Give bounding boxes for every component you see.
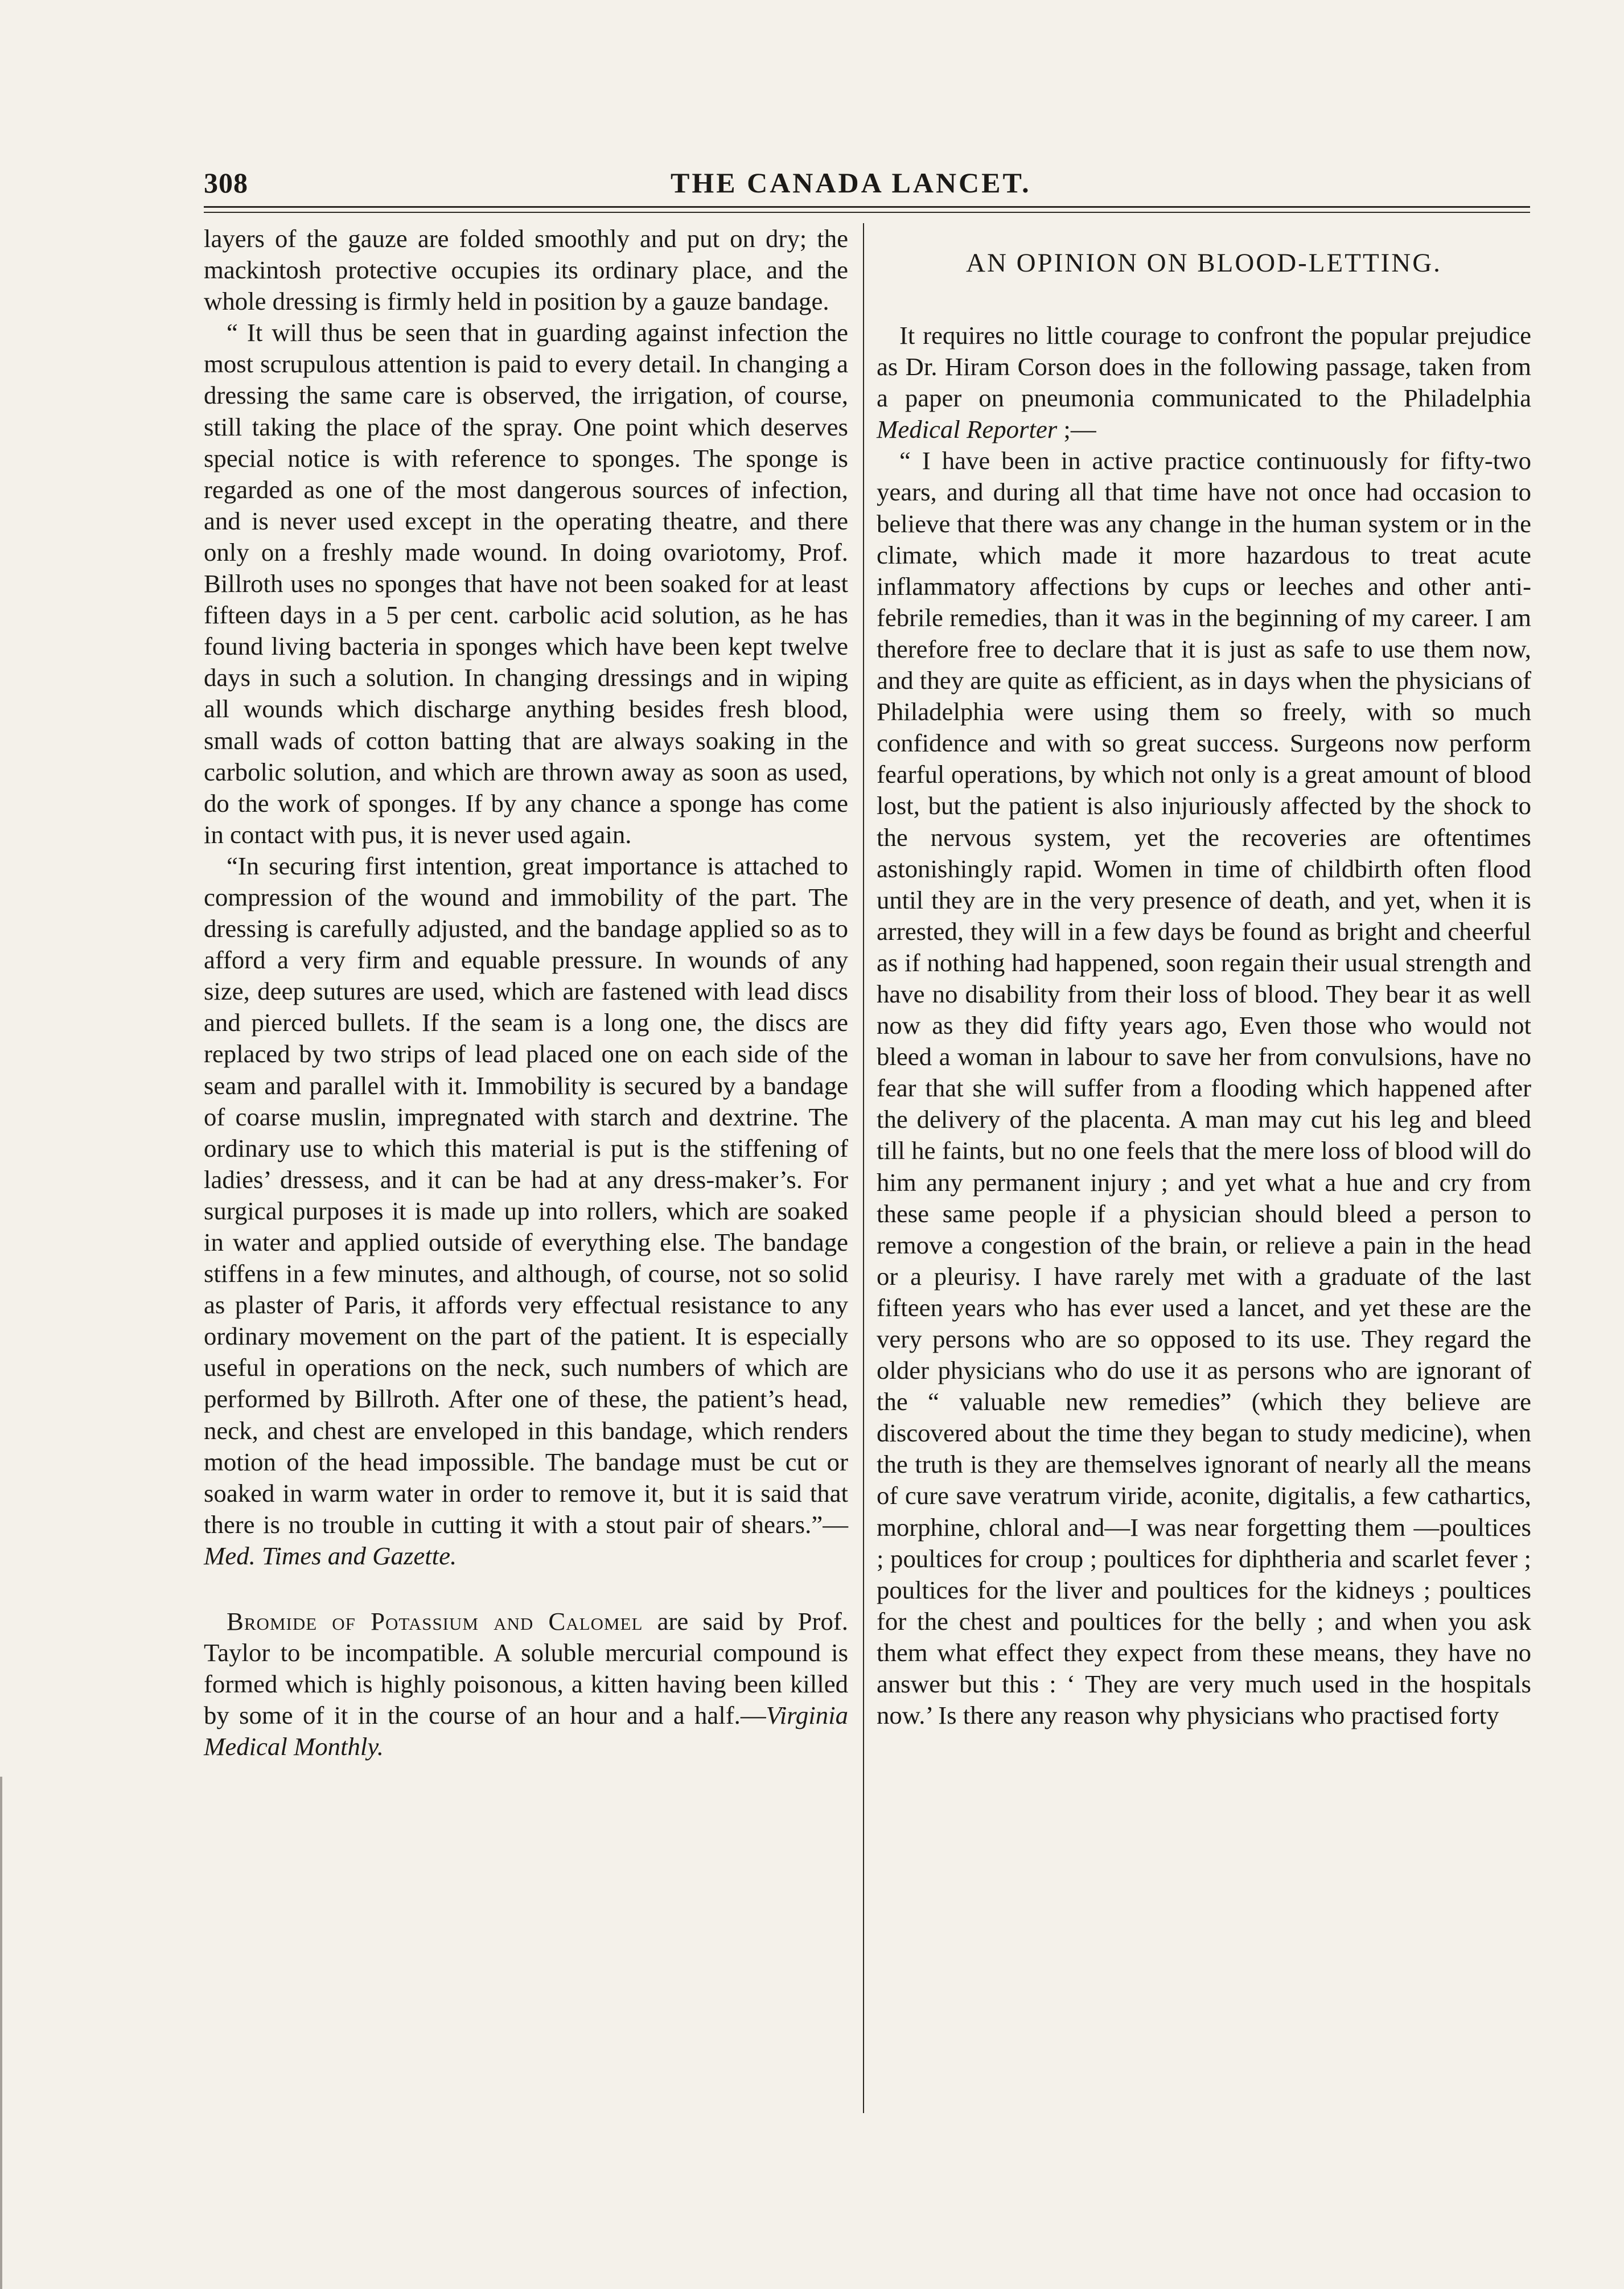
bromide-paragraph <box>204 1606 848 1762</box>
left-paragraph-1: layers of the gauze are folded smoothly and put on dry; the mackintosh protective occupies its ordinary place, and the whole dressing is firmly held in position by a gauze bandage. <box>204 224 848 316</box>
section-gap <box>204 1572 848 1606</box>
right-column <box>877 223 1531 1731</box>
left-paragraph-3 <box>204 850 848 1572</box>
bromide-source: Virginia Medical Monthly. <box>204 1701 848 1761</box>
right-paragraph-2: “ I have been in active practice continuously for fifty-two years, and during all that time have not once had occasion to believe that there was any change in the human system or in the climate, which made it more hazardous to treat acute inflammatory affections by cups or leeches and other anti-febrile remedies, than it was in the beginning of my career. I am therefore free to declare that it is just as safe to use them now, and they are quite as efficient, as in days when the physicians of Philadelphia were using them so freely, with so much confidence and with so great success. Surgeons now perform fearful operations, by which not only is a great amount of blood lost, but the patient is also injuriously affected by the shock to the nervous system, yet the recoveries are oftentimes astonishingly rapid. Women in time of childbirth often flood until they are in the very presence of death, and yet, when it is arrested, they will in a few days be found as bright and cheerful as if nothing had happened, soon regain their usual strength and have no disability from their loss of blood. They bear it as well now as they did fifty years ago, Even those who would not bleed a woman in labour to save her from convulsions, have no fear that she will suffer from a flooding which happened after the delivery of the placenta. A man may cut his leg and bleed till he faints, but no one feels that the mere loss of blood will do him any permanent injury ; and yet what a hue and cry from these same people if a physician should bleed a person to remove a congestion of the brain, or relieve a pain in the head or a pleurisy. I have rarely met with a graduate of the last fifteen years who has ever used a lancet, and yet these are the very persons who are so opposed to its use. They regard the older physicians who do use it as persons who are ignorant of the “ valuable new remedies” (which they believe are discovered about the time they began to study medicine), when the truth is they are themselves ignorant of nearly all the means of cure save veratrum viride, aconite, digitalis, a few cathartics, morphine, chloral and—I was near forgetting them —poultices ; poultices for croup ; poultices for diphtheria and scarlet fever ; poultices for the liver and poultices for the kidneys ; poultices for the chest and poultices for the belly ; and when you ask them what effect they expect from these means, they have no answer but this : ‘ They are very much used in the hospitals now.’ Is there any reason why physicians who practised forty <box>877 446 1531 1730</box>
header-rule <box>204 206 1530 208</box>
bromide-text: are said by Prof. Taylor to be incompatible. A soluble mercurial compound is formed which is highly poisonous, a kitten having been killed by some of it in the course of an hour and a half.— <box>204 1607 848 1730</box>
page-number: 308 <box>204 167 248 199</box>
right-paragraph-1-source: Medical Reporter <box>877 415 1058 444</box>
article-title: AN OPINION ON BLOOD-LETTING. <box>966 248 1442 278</box>
binding-edge-mark <box>0 1777 14 2289</box>
running-head: THE CANADA LANCET. <box>671 167 1031 199</box>
left-paragraph-2: “ It will thus be seen that in guarding against infection the most scrupulous attention is paid to every detail. In changing a dressing the same care is observed, the irrigation, of course, still taking the place of the spray. One point which deserves special notice is with reference to sponges. The sponge is regarded as one of the most dangerous sources of infection, and is never used except in the operating theatre, and there only on a freshly made wound. In doing ovariotomy, Prof. Billroth uses no sponges that have not been soaked for at least fifteen days in a 5 per cent. carbolic acid solution, as he has found living bacteria in sponges which have been kept twelve days in such a solution. In changing dressings and in wiping all wounds which discharge anything besides fresh blood, small wads of cotton batting that are always soaking in the carbolic solution, and which are thrown away as soon as used, do the work of sponges. If by any chance a sponge has come in contact with pus, it is never used again. <box>204 318 848 849</box>
left-paragraph-3-source: Med. Times and Gazette. <box>204 1541 457 1570</box>
column-divider <box>863 223 864 2113</box>
right-paragraph-1 <box>877 320 1531 445</box>
header-rule-thin <box>204 212 1530 213</box>
right-paragraph-1-tail: ;— <box>1057 415 1096 444</box>
left-column <box>204 223 848 1763</box>
right-paragraph-1-text: It requires no little courage to confront the popular prejudice as Dr. Hiram Corson does in the following passage, taken from a paper on pneumonia communicated to the Philadelphia <box>877 321 1531 413</box>
bromide-lead: Bromide of Potassium and Calomel <box>227 1607 643 1636</box>
left-paragraph-3-text: “In securing first intention, great importance is attached to compression of the wound and immobility of the part. The dressing is carefully adjusted, and the bandage applied so as to afford a very firm and equable pressure. In wounds of any size, deep sutures are used, which are fastened with lead discs and pierced bullets. If the seam is a long one, the discs are replaced by two strips of lead placed one on each side of the seam and parallel with it. Immobility is secured by a bandage of coarse muslin, impregnated with starch and dextrine. The ordinary use to which this material is put is the stiffening of ladies’ dressess, and it can be had at any dress-maker’s. For surgical purposes it is made up into rollers, which are soaked in water and applied outside of everything else. The bandage stiffens in a few minutes, and although, of course, not so solid as plaster of Paris, it affords very effectual resistance to any ordinary movement on the part of the patient. It is especially useful in operations on the neck, such numbers of which are performed by Billroth. After one of these, the patient’s head, neck, and chest are enveloped in this bandage, which renders motion of the head impossible. The bandage must be cut or soaked in warm water in order to remove it, but it is said that there is no trouble in cutting it with a stout pair of shears.”— <box>204 851 848 1539</box>
